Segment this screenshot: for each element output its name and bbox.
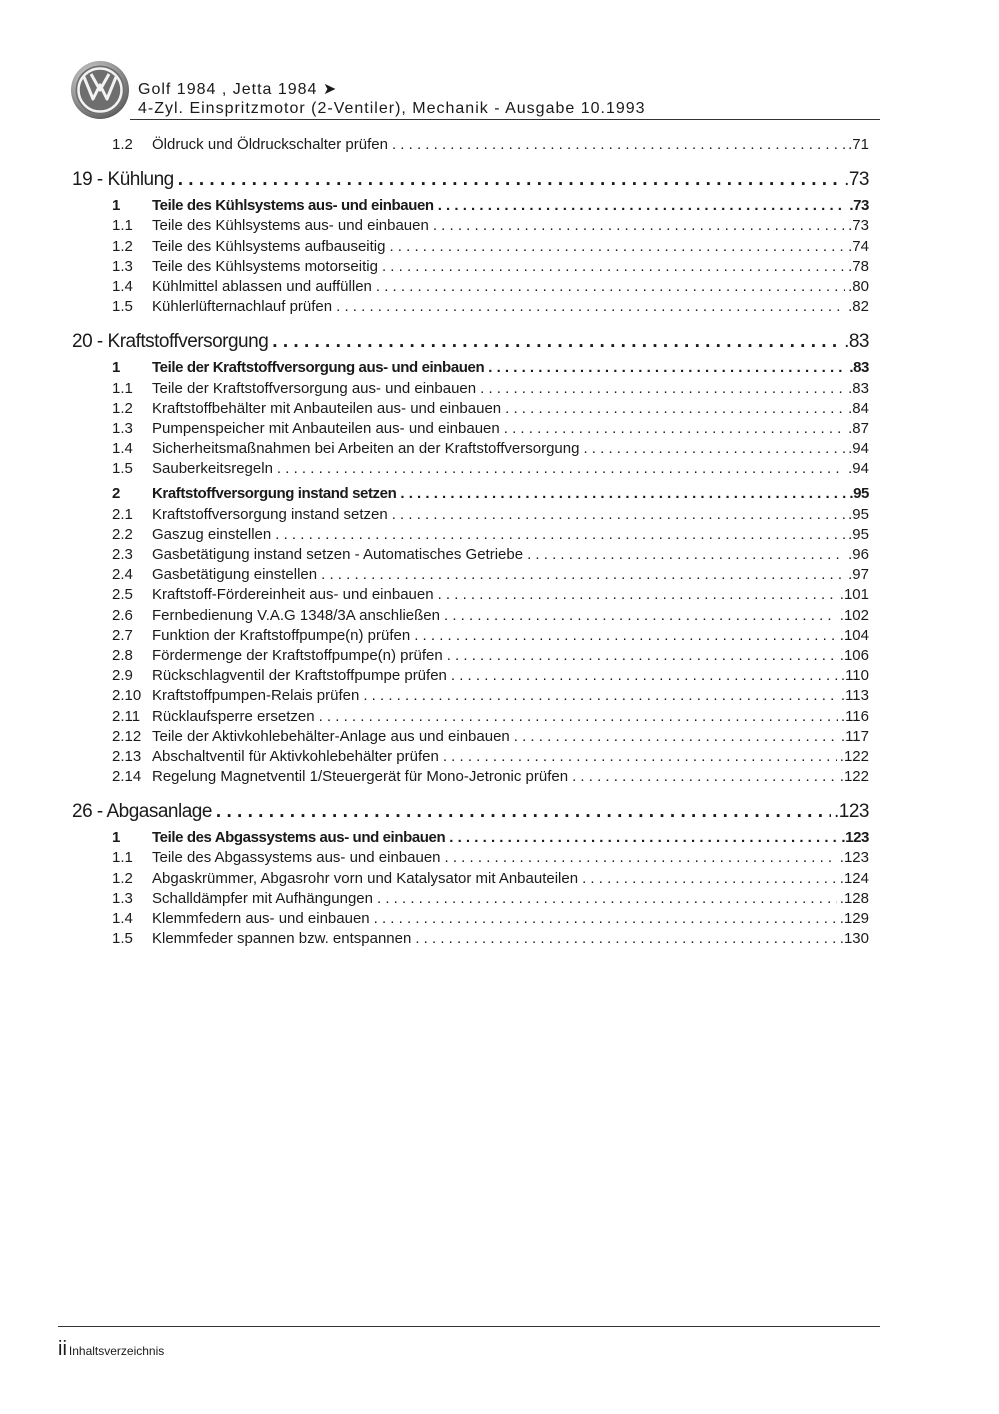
toc-entry-title: Teile des Abgassystems aus- und einbauen <box>152 849 441 867</box>
toc-entry-number: 1.3 <box>112 889 133 907</box>
toc-entry-page: .117 <box>840 727 869 745</box>
toc-entry-number: 1.2 <box>112 399 133 417</box>
toc-entry[interactable] <box>72 278 869 298</box>
toc-entry-title: Abschaltventil für Aktivkohlebehälter prüfen <box>152 747 439 765</box>
toc-entry-title: Klemmfeder spannen bzw. entspannen <box>152 930 412 948</box>
toc-chapter-title: 26 - Abgasanlage <box>72 801 212 823</box>
table-of-contents <box>72 136 869 950</box>
toc-entry[interactable] <box>72 238 869 258</box>
toc-entry-page: .110 <box>840 667 869 685</box>
toc-entry[interactable] <box>72 546 869 566</box>
toc-entry-page: .87 <box>848 419 869 437</box>
toc-entry-page: .95 <box>848 505 869 523</box>
toc-entry[interactable] <box>72 460 869 480</box>
toc-entry-page: .96 <box>848 546 869 563</box>
toc-entry-page: .95 <box>849 485 869 503</box>
toc-dot-leader <box>583 440 845 457</box>
toc-entry-title: Rückschlagventil der Kraftstoffpumpe prüfen <box>152 667 447 685</box>
toc-dot-leader <box>433 217 845 234</box>
toc-entry-number: 1.2 <box>112 136 133 153</box>
toc-entry[interactable] <box>72 566 869 586</box>
toc-entry-number: 1.1 <box>112 849 133 867</box>
toc-entry-number: 2.6 <box>112 606 133 624</box>
toc-dot-leader <box>272 331 841 353</box>
toc-entry-number: 1.3 <box>112 257 133 275</box>
toc-dot-leader <box>374 910 837 927</box>
toc-entry-number: 1.2 <box>112 869 133 887</box>
toc-entry-number: 2.11 <box>112 707 141 725</box>
toc-entry-number: 1.5 <box>112 298 133 316</box>
toc-chapter-page: .83 <box>844 331 869 353</box>
toc-entry-number: 1.4 <box>112 910 133 927</box>
toc-entry[interactable] <box>72 420 869 440</box>
toc-entry-title: Teile der Aktivkohlebehälter-Anlage aus und einbauen <box>152 727 510 745</box>
toc-dot-leader <box>415 930 836 947</box>
toc-dot-leader <box>392 506 845 523</box>
toc-entry-title: Sauberkeitsregeln <box>152 460 273 478</box>
toc-entry[interactable] <box>72 506 869 526</box>
toc-dot-leader <box>488 359 846 376</box>
toc-entry-number: 2.10 <box>112 687 142 705</box>
toc-entry-number: 2.13 <box>112 747 142 765</box>
toc-entry[interactable] <box>72 910 869 930</box>
toc-entry[interactable] <box>72 607 869 627</box>
toc-entry[interactable] <box>72 258 869 278</box>
toc-entry[interactable] <box>72 440 869 460</box>
toc-entry-number: 1.4 <box>112 440 133 458</box>
toc-entry-title: Funktion der Kraftstoffpumpe(n) prüfen <box>152 626 411 644</box>
toc-entry-title: Regelung Magnetventil 1/Steuergerät für Mono-Jetronic prüfen <box>152 768 569 786</box>
toc-entry-number: 2.5 <box>112 586 133 604</box>
toc-dot-leader <box>514 728 838 745</box>
toc-entry[interactable] <box>72 647 869 667</box>
toc-entry-number: 2.12 <box>112 727 142 745</box>
toc-entry[interactable] <box>72 217 869 237</box>
toc-chapter-page: .73 <box>844 169 869 191</box>
toc-entry-page: .123 <box>841 829 869 847</box>
toc-entry[interactable] <box>72 890 869 910</box>
toc-entry-page: .122 <box>839 747 869 765</box>
toc-entry-number: 2.7 <box>112 626 133 644</box>
toc-entry[interactable] <box>72 849 869 869</box>
toc-entry-page: .83 <box>848 379 869 397</box>
toc-entry[interactable] <box>72 687 869 707</box>
toc-chapter[interactable] <box>72 331 869 359</box>
toc-dot-leader <box>321 566 845 583</box>
toc-entry-page: .130 <box>839 930 869 948</box>
toc-dot-leader <box>275 526 845 543</box>
toc-entry-number: 2.3 <box>112 546 133 563</box>
toc-entry-title: Teile des Abgassystems aus- und einbauen <box>152 829 446 847</box>
toc-entry-title: Teile des Kühlsystems aus- und einbauen <box>152 217 429 235</box>
toc-entry-title: Kühlerlüfternachlauf prüfen <box>152 298 333 316</box>
toc-entry-page: .80 <box>848 277 869 295</box>
toc-entry[interactable] <box>72 197 869 217</box>
toc-dot-leader <box>445 849 837 866</box>
toc-dot-leader <box>438 197 847 214</box>
toc-entry-page: .102 <box>839 606 869 624</box>
toc-entry-page: .94 <box>848 440 869 458</box>
toc-entry-page: .94 <box>848 460 869 478</box>
toc-entry-title: Kühlmittel ablassen und auffüllen <box>152 277 372 295</box>
toc-dot-leader <box>414 627 837 644</box>
toc-entry-page: .116 <box>840 707 869 725</box>
toc-entry-page: .106 <box>839 646 869 664</box>
toc-entry-number: 1.5 <box>112 930 133 948</box>
toc-entry-page: .84 <box>848 399 869 417</box>
toc-entry-number: 1.1 <box>112 379 133 397</box>
toc-entry[interactable] <box>72 400 869 420</box>
toc-dot-leader <box>438 586 837 603</box>
toc-entry[interactable] <box>72 748 869 768</box>
toc-entry-number: 1.2 <box>112 237 133 255</box>
toc-entry[interactable] <box>72 485 869 505</box>
toc-entry-title: Kraftstoffbehälter mit Anbauteilen aus- und einbauen <box>152 399 502 417</box>
toc-dot-leader <box>376 278 845 295</box>
toc-dot-leader <box>178 169 841 191</box>
toc-entry[interactable] <box>72 359 869 379</box>
toc-dot-leader <box>443 748 837 765</box>
toc-dot-leader <box>336 298 845 315</box>
toc-entry-number: 1.1 <box>112 217 133 235</box>
toc-entry-number: 2.1 <box>112 505 133 523</box>
toc-entry-title: Abgaskrümmer, Abgasrohr vorn und Katalysator mit Anbauteilen <box>152 869 579 887</box>
toc-entry-number: 1 <box>112 829 120 847</box>
page-header <box>70 60 880 122</box>
toc-entry[interactable] <box>72 930 869 950</box>
toc-entry[interactable] <box>72 298 869 318</box>
toc-entry-title: Kraftstoffpumpen-Relais prüfen <box>152 687 360 705</box>
toc-entry-number: 2.2 <box>112 525 133 543</box>
toc-entry-page: .124 <box>839 869 869 887</box>
toc-entry-title: Teile des Kühlsystems aufbauseitig <box>152 237 386 255</box>
toc-chapter[interactable] <box>72 801 869 829</box>
toc-entry-title: Gaszug einstellen <box>152 525 272 543</box>
toc-dot-leader <box>444 607 837 624</box>
toc-entry-number: 2.8 <box>112 646 133 664</box>
toc-entry[interactable] <box>72 380 869 400</box>
toc-dot-leader <box>363 687 838 704</box>
page-footer <box>58 1338 164 1361</box>
footer-label: Inhaltsverzeichnis <box>68 1344 165 1358</box>
toc-chapter-title: 19 - Kühlung <box>72 169 174 191</box>
toc-entry-number: 2.4 <box>112 566 133 584</box>
toc-chapter-page: .123 <box>834 801 869 823</box>
toc-entry-page: .97 <box>848 566 869 584</box>
toc-entry-title: Kraftstoff-Fördereinheit aus- und einbauen <box>152 586 434 604</box>
toc-entry-page: .122 <box>839 768 869 786</box>
header-divider <box>130 119 880 120</box>
toc-entry-number: 2.14 <box>112 768 142 786</box>
toc-entry-number: 2 <box>112 485 120 503</box>
vw-logo-icon <box>70 60 130 120</box>
toc-dot-leader <box>400 485 846 502</box>
toc-dot-leader <box>505 400 845 417</box>
toc-entry-number: 1.3 <box>112 419 133 437</box>
toc-entry-title: Fördermenge der Kraftstoffpumpe(n) prüfen <box>152 646 443 664</box>
toc-chapter-title: 20 - Kraftstoffversorgung <box>72 331 269 353</box>
toc-entry-number: 2.9 <box>112 667 133 685</box>
toc-entry-number: 1.4 <box>112 277 133 295</box>
document-title: Golf 1984 , Jetta 1984 ➤ <box>138 81 338 98</box>
toc-dot-leader <box>377 890 837 907</box>
toc-entry-page: .83 <box>849 359 869 377</box>
toc-entry-title: Pumpenspeicher mit Anbauteilen aus- und einbauen <box>152 419 500 437</box>
toc-entry-title: Teile der Kraftstoffversorgung aus- und einbauen <box>152 379 477 397</box>
toc-entry-page: .95 <box>848 525 869 543</box>
toc-entry[interactable] <box>72 586 869 606</box>
toc-entry[interactable] <box>72 627 869 647</box>
toc-dot-leader <box>572 768 837 785</box>
toc-dot-leader <box>582 870 837 887</box>
toc-entry-title: Kraftstoffversorgung instand setzen <box>152 485 397 503</box>
toc-entry-page: .113 <box>840 687 869 705</box>
toc-dot-leader <box>449 829 838 846</box>
toc-entry-page: .129 <box>839 910 869 927</box>
toc-entry[interactable] <box>72 728 869 748</box>
toc-entry[interactable] <box>72 708 869 728</box>
toc-entry-title: Fernbedienung V.A.G 1348/3A anschließen <box>152 606 440 624</box>
toc-entry-number: 1 <box>112 359 120 377</box>
toc-dot-leader <box>504 420 845 437</box>
toc-entry-title: Teile des Kühlsystems aus- und einbauen <box>152 197 434 215</box>
toc-dot-leader <box>527 546 845 563</box>
toc-entry-title: Sicherheitsmaßnahmen bei Arbeiten an der Kraftstoffversorgung <box>152 440 580 458</box>
toc-entry-number: 1 <box>112 197 120 215</box>
toc-dot-leader <box>319 708 838 725</box>
toc-entry-page: .74 <box>848 237 869 255</box>
toc-dot-leader <box>447 647 837 664</box>
toc-dot-leader <box>451 667 838 684</box>
toc-entry-page: .101 <box>839 586 869 604</box>
toc-entry[interactable] <box>72 136 869 156</box>
toc-dot-leader <box>480 380 845 397</box>
toc-entry-page: .82 <box>848 298 869 316</box>
toc-dot-leader <box>382 258 845 275</box>
footer-divider <box>58 1326 880 1327</box>
toc-entry-page: .73 <box>848 217 869 235</box>
toc-entry-title: Schalldämpfer mit Aufhängungen <box>152 889 373 907</box>
toc-entry-page: .71 <box>848 136 869 153</box>
toc-entry-page: .78 <box>848 257 869 275</box>
toc-entry-page: .104 <box>839 626 869 644</box>
toc-entry[interactable] <box>72 667 869 687</box>
toc-dot-leader <box>392 136 845 153</box>
toc-chapter[interactable] <box>72 169 869 197</box>
toc-entry-title: Teile der Kraftstoffversorgung aus- und einbauen <box>152 359 485 377</box>
toc-dot-leader <box>277 460 845 477</box>
toc-entry-title: Öldruck und Öldruckschalter prüfen <box>152 136 388 153</box>
toc-entry[interactable] <box>72 829 869 849</box>
toc-entry-title: Klemmfedern aus- und einbauen <box>152 910 370 927</box>
toc-entry-title: Kraftstoffversorgung instand setzen <box>152 505 388 523</box>
toc-entry[interactable] <box>72 870 869 890</box>
toc-entry-page: .123 <box>839 849 869 867</box>
toc-entry[interactable] <box>72 768 869 788</box>
toc-entry-title: Teile des Kühlsystems motorseitig <box>152 257 378 275</box>
toc-dot-leader <box>389 238 845 255</box>
toc-entry[interactable] <box>72 526 869 546</box>
toc-entry-title: Rücklaufsperre ersetzen <box>152 707 315 725</box>
page-number: ii <box>58 1338 67 1360</box>
toc-entry-page: .73 <box>849 197 869 215</box>
toc-entry-title: Gasbetätigung instand setzen - Automatisches Getriebe <box>152 546 524 563</box>
document-subtitle: 4-Zyl. Einspritzmotor (2-Ventiler), Mechanik - Ausgabe 10.1993 <box>138 100 646 117</box>
toc-dot-leader <box>216 801 831 823</box>
toc-entry-number: 1.5 <box>112 460 133 478</box>
toc-entry-page: .128 <box>839 889 869 907</box>
toc-entry-title: Gasbetätigung einstellen <box>152 566 318 584</box>
